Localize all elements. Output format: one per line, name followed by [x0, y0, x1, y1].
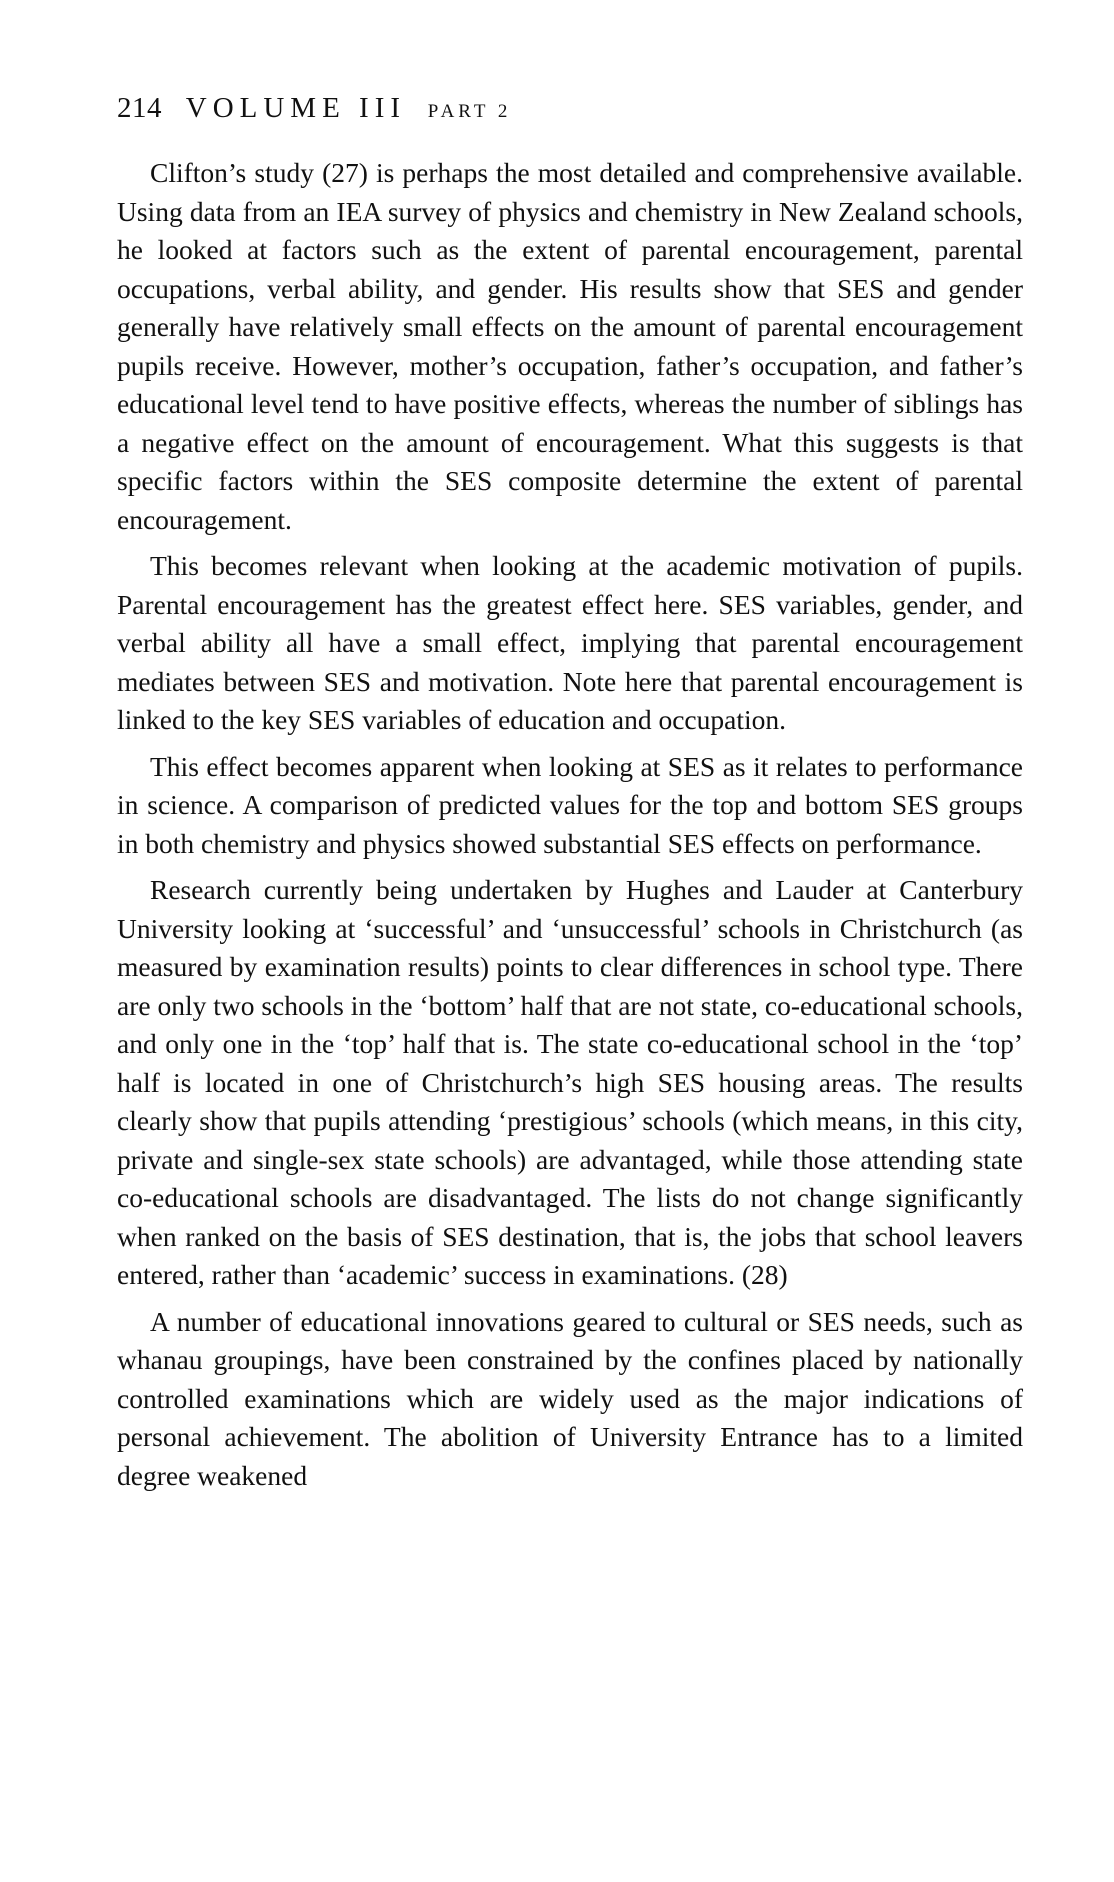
running-head: [117, 92, 1023, 140]
paragraph-performance-science: This effect becomes apparent when looking at SES as it relates to performance in science. A comparison of predicted values for the top and bottom SES groups in both chemistry and physics showed substantial SES effects on performance.: [117, 750, 1023, 859]
paragraph-hughes-lauder-research: Research currently being undertaken by Hughes and Lauder at Canterbury University looking at ‘successful’ and ‘unsuccessful’ schools in Christchurch (as measured by examination results) points to clear differences in school type. There are only two schools in the ‘bottom’ half that are not state, co-educational schools, and only one in the ‘top’ half that is. The state co-educational school in the ‘top’ half is located in one of Christchurch’s high SES housing areas. The results clearly show that pupils attending ‘prestigious’ schools (which means, in this city, private and single-sex state schools) are advantaged, while those attending state co-educational schools are disadvantaged. The lists do not change significantly when ranked on the basis of SES destination, that is, the jobs that school leavers entered, rather than ‘academic’ success in examinations. (28): [117, 874, 1023, 1290]
page-number: 214: [117, 92, 162, 124]
paragraph-educational-innovations: A number of educational innovations geared to cultural or SES needs, such as whanau groupings, have been constrained by the confines placed by nationally controlled examinations which are widely used as the major indications of personal achievement. The abolition of University Entrance has to a limited degree weakened: [117, 1305, 1023, 1491]
body-text: [117, 154, 1023, 1495]
paragraph-academic-motivation: This becomes relevant when looking at the academic motivation of pupils. Parental encouragement has the greatest effect here. SES variables, gender, and verbal ability all have a small effect, implying that parental encouragement mediates between SES and motivation. Note here that parental encouragement is linked to the key SES variables of education and occupation.: [117, 550, 1023, 735]
part-label: PART 2: [427, 101, 512, 122]
paragraph-clifton-study: Clifton’s study (27) is perhaps the most detailed and comprehensive available. Using data from an IEA survey of physics and chemistry in New Zealand schools, he looked at factors such as the extent of parental encouragement, parental occupations, verbal ability, and gender. His results show that SES and gender generally have relatively small effects on the amount of parental encouragement pupils receive. However, mother’s occupation, father’s occupation, and father’s educational level tend to have positive effects, whereas the number of siblings has a negative effect on the amount of encouragement. What this suggests is that specific factors within the SES composite determine the extent of parental encouragement.: [117, 157, 1023, 535]
book-page: [117, 92, 1023, 1503]
volume-label: VOLUME III: [185, 92, 407, 124]
